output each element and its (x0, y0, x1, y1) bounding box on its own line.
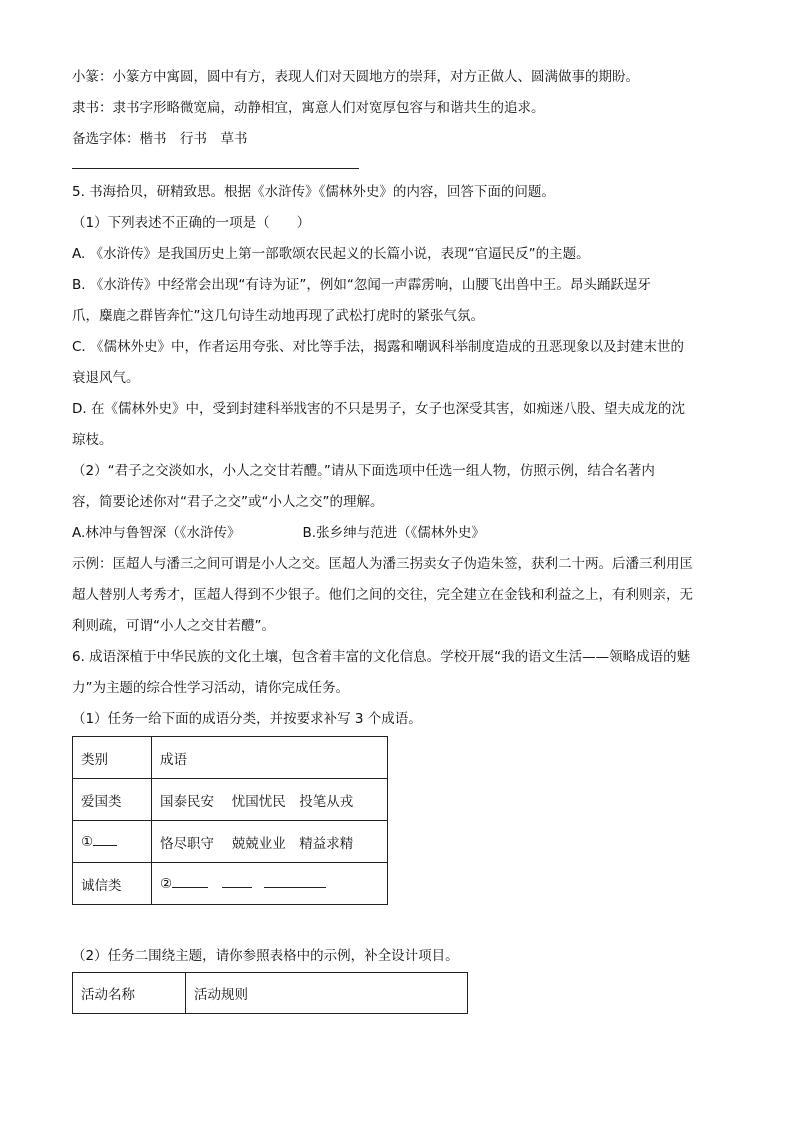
option-a: A. 《水浒传》是我国历史上第一部歌颂农民起义的长篇小说，表现“官逼民反”的主题。 (72, 246, 590, 262)
character-option-b: B.张乡绅与范进（《儒林外史》 (302, 525, 485, 541)
character-option-a: A.林冲与鲁智深（《水浒传》 (72, 525, 241, 541)
option-b-line1: B. 《水浒传》中经常会出现“有诗为证”，例如“忽闻一声霹雳响，山腰飞出兽中王。昂头踊跃逞牙 (72, 277, 651, 293)
question-5: 5. 书海拾贝，研精致思。根据《水浒传》《儒林外史》的内容，回答下面的问题。 (72, 184, 555, 200)
table-row (73, 973, 468, 1014)
idiom-table (72, 736, 388, 905)
option-c-line1: C. 《儒林外史》中，作者运用夸张、对比等手法，揭露和嘲讽科举制度造成的丑恶现象以及封建末世的 (72, 339, 685, 355)
example-line2: 超人替别人考秀才，匡超人得到不少银子。他们之间的交往，完全建立在金钱和利益之上，有利则亲，无 (72, 587, 693, 603)
question-5-2-line1: （2）“君子之交淡如水，小人之交甘若醴。”请从下面选项中任选一组人物，仿照示例，结合名著内 (72, 463, 655, 479)
example-line3: 利则疏，可谓“小人之交甘若醴”。 (72, 618, 275, 634)
option-d-line1: D. 在《儒林外史》中，受到封建科举戕害的不只是男子，女子也深受其害，如痴迷八股、望夫成龙的沈 (72, 401, 685, 417)
idioms-blank-2[interactable]: ② (152, 863, 388, 905)
table-header-idioms: 成语 (152, 737, 388, 779)
idioms-patriotic: 国泰民安 忧国忧民 投笔从戎 (152, 779, 388, 821)
question-6-line1: 6. 成语深植于中华民族的文化土壤，包含着丰富的文化信息。学校开展“我的语文生活——领略成语的魅 (72, 649, 691, 665)
example-line1: 示例：匡超人与潘三之间可谓是小人之交。匡超人为潘三拐卖女子伪造朱签，获利二十两。后潘三利用匡 (72, 556, 693, 572)
table-row (73, 779, 388, 821)
category-blank-1[interactable]: ① (73, 821, 152, 863)
option-b-line2: 爪，麋鹿之群皆奔忙”这几句诗生动地再现了武松打虎时的紧张气氛。 (72, 308, 484, 324)
table-row (73, 737, 388, 779)
character-options (72, 518, 722, 549)
option-c-line2: 衰退风气。 (72, 370, 140, 386)
xiaozhuan-text: 小篆：小篆方中寓圆，圆中有方，表现人们对天圆地方的崇拜，对方正做人、圆满做事的期盼。 (72, 69, 639, 85)
table-row (73, 863, 388, 905)
table-header-activity-name: 活动名称 (73, 973, 186, 1014)
table-header-activity-rules: 活动规则 (186, 973, 468, 1014)
question-6-line2: 力”为主题的综合性学习活动，请你完成任务。 (72, 680, 349, 696)
task-1-prompt: （1）任务一给下面的成语分类，并按要求补写 3 个成语。 (72, 711, 422, 727)
option-d-line2: 琼枝。 (72, 432, 113, 448)
table-header-category: 类别 (73, 737, 152, 779)
activity-table (72, 972, 468, 1014)
fill-blank[interactable] (222, 875, 252, 888)
lishu-text: 隶书：隶书字形略微宽扁，动静相宜，寓意人们对宽厚包容与和谐共生的追求。 (72, 100, 545, 116)
exam-page (72, 62, 722, 1014)
alt-fonts-text: 备选字体：楷书 行书 草书 (72, 131, 248, 147)
table-row (73, 821, 388, 863)
question-5-2-line2: 容，简要论述你对“君子之交”或“小人之交”的理解。 (72, 494, 384, 510)
category-integrity: 诚信类 (73, 863, 152, 905)
fill-blank[interactable] (93, 833, 117, 846)
question-5-1: （1）下列表述不正确的一项是（ ） (72, 215, 311, 231)
answer-line (72, 168, 359, 177)
fill-blank[interactable] (264, 875, 326, 888)
task-2-prompt: （2）任务二围绕主题，请你参照表格中的示例，补全设计项目。 (72, 948, 459, 964)
fill-blank[interactable] (172, 875, 208, 888)
idioms-dedication: 恪尽职守 兢兢业业 精益求精 (152, 821, 388, 863)
category-patriotic: 爱国类 (73, 779, 152, 821)
